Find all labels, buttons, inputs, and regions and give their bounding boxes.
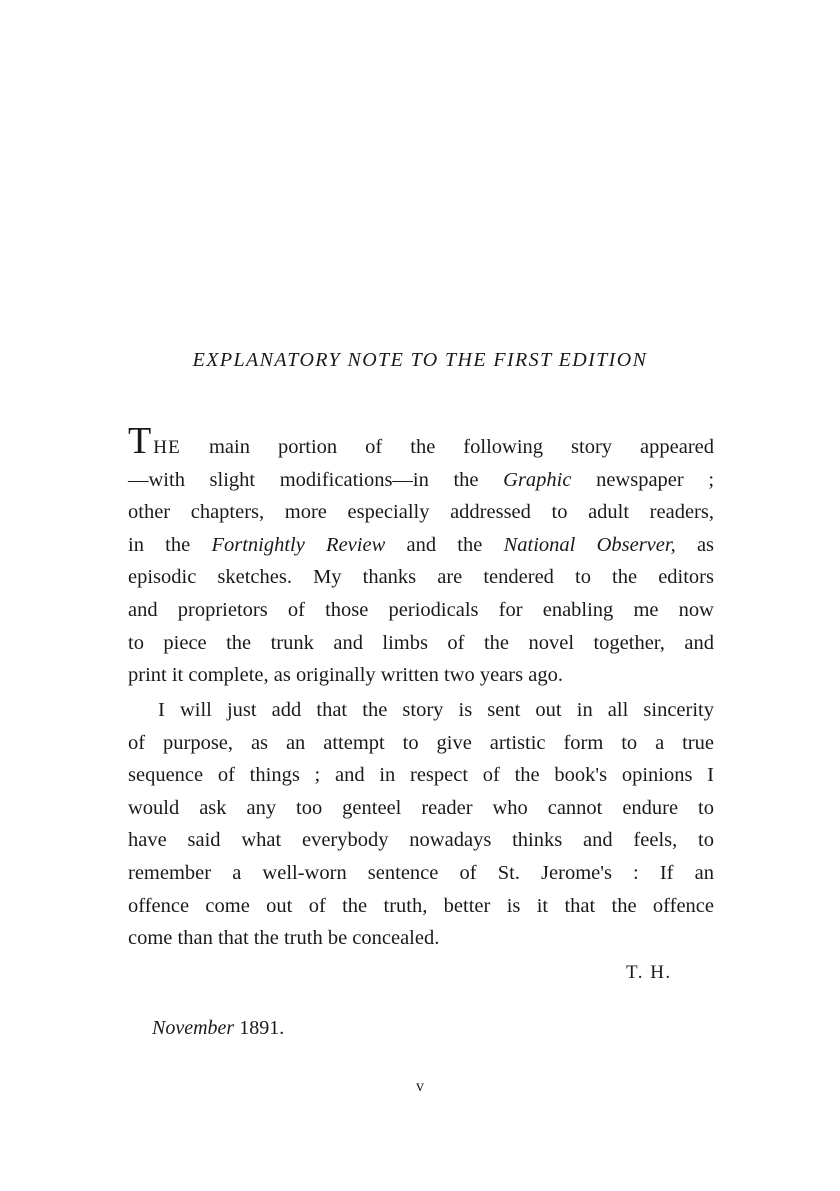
text-line: episodic sketches. My thanks are tendered to the editors: [128, 566, 714, 589]
date-year: 1891.: [239, 1017, 285, 1039]
date-line: [152, 1017, 284, 1040]
text-line: would ask any too genteel reader who cannot endure to: [128, 796, 714, 819]
page-title: EXPLANATORY NOTE TO THE FIRST EDITION: [192, 349, 648, 371]
periodical-title: Graphic: [503, 468, 572, 491]
text-fragment: as: [696, 533, 715, 556]
author-signature: T. H.: [626, 962, 672, 983]
paragraph-second: [128, 694, 714, 955]
text-line: print it complete, as originally written two years ago.: [128, 664, 563, 687]
text-line: sequence of things ; and in respect of the book's opinions I: [128, 764, 714, 787]
text-line: [128, 464, 714, 497]
text-fragment: newspaper ;: [596, 468, 715, 491]
small-caps-word: HE: [153, 437, 181, 458]
paragraph-first: [128, 420, 715, 692]
text-line: remember a well-worn sentence of St. Jerome's : If an: [128, 861, 714, 884]
periodical-title: National Observer,: [503, 533, 676, 556]
text-line: [128, 420, 715, 464]
text-line: of purpose, as an attempt to give artistic form to a true: [128, 731, 714, 754]
text-fragment: in the: [128, 533, 191, 556]
drop-cap: T: [128, 420, 154, 462]
text-line: [128, 529, 714, 562]
text-line: offence come out of the truth, better is it that the offence: [128, 894, 714, 917]
text-line: to piece the trunk and limbs of the novel together, and: [128, 631, 714, 654]
text-line: other chapters, more especially addressed to adult readers,: [128, 501, 714, 524]
periodical-title: Fortnightly Review: [211, 533, 386, 556]
text-line: and proprietors of those periodicals for enabling me now: [128, 598, 714, 621]
page-number: v: [416, 1078, 424, 1095]
date-month: November: [152, 1017, 235, 1039]
text-line: have said what everybody nowadays thinks and feels, to: [128, 829, 714, 852]
text-line: I will just add that the story is sent out in all sincerity: [158, 699, 714, 721]
text-fragment: —with slight modifications—in the: [128, 468, 479, 491]
text-fragment: and the: [406, 533, 483, 556]
text-fragment: main portion of the following story appeared: [208, 436, 715, 458]
text-line: come than that the truth be concealed.: [128, 927, 440, 950]
